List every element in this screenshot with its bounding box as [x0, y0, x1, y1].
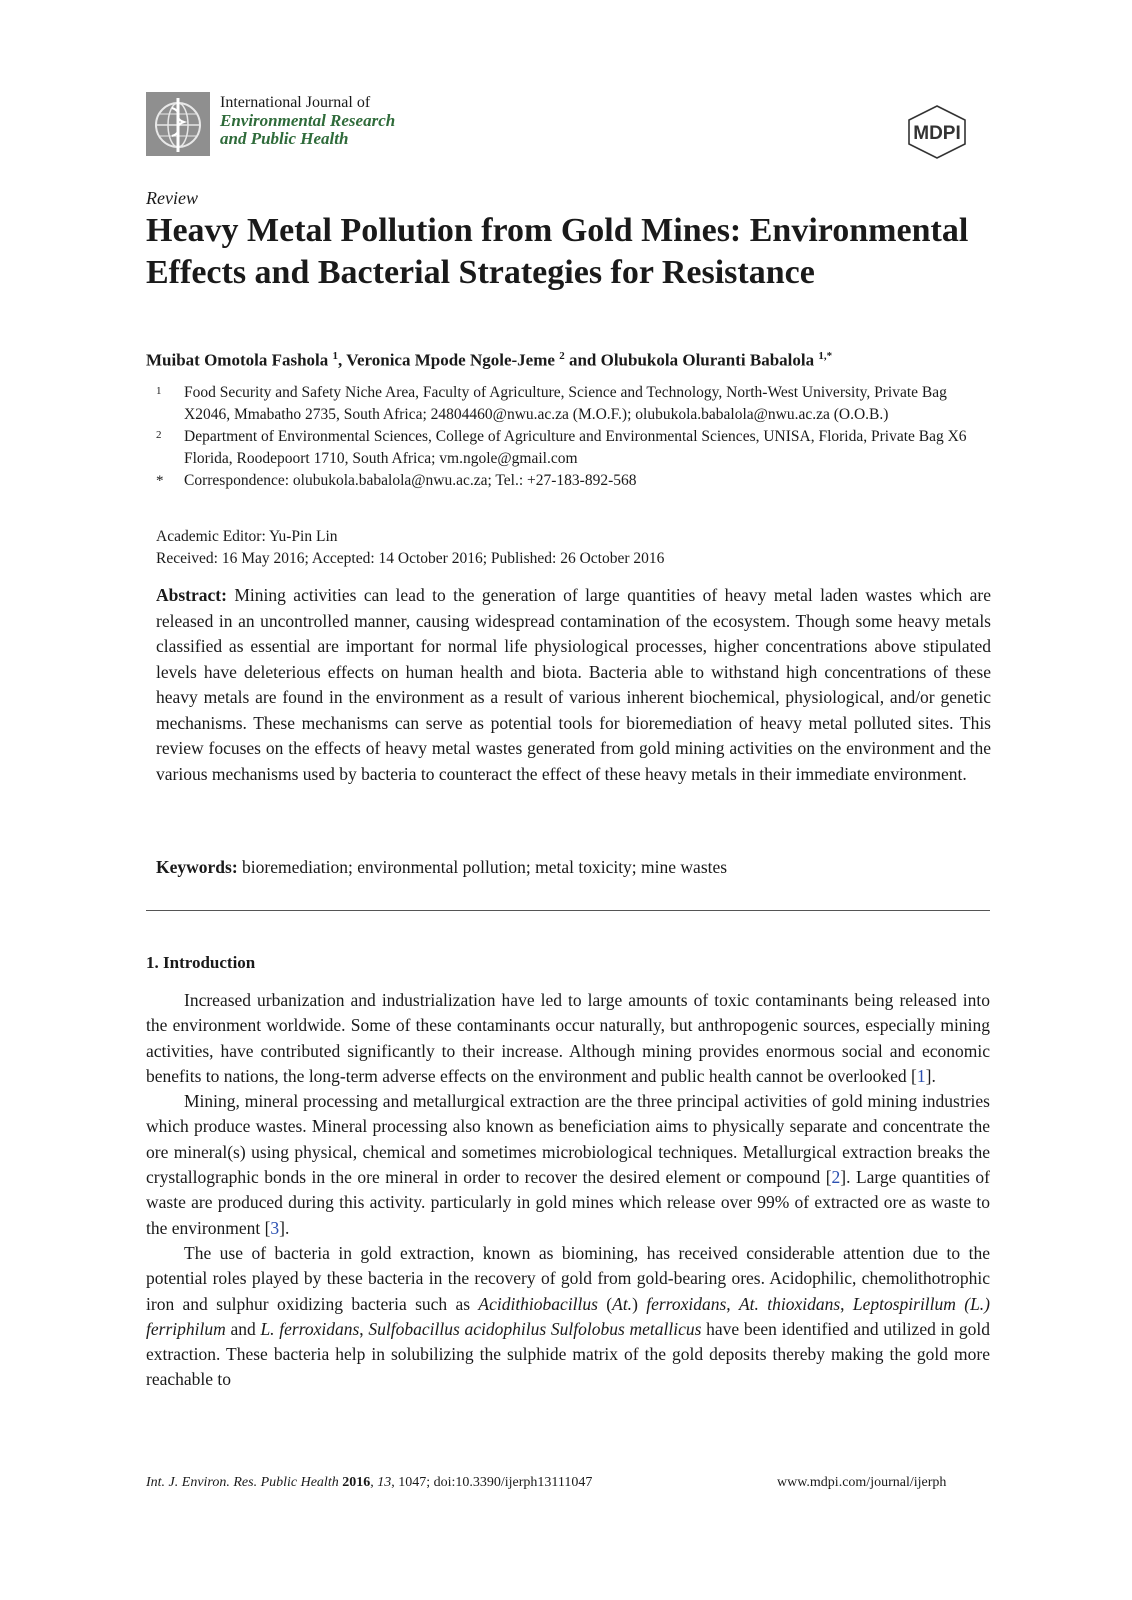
journal-name-line1: International Journal of	[220, 94, 371, 111]
section-heading-introduction: 1. Introduction	[146, 953, 256, 972]
author-affiliation-mark: 1	[332, 350, 339, 362]
author-separator: ,	[338, 350, 347, 370]
paragraph-text: The use of bacteria in gold extraction, known as biomining, has received considerable attention due to the potential roles played by these bacteria in the recovery of gold from gold-bearing ores. Acidophilic, chemolithotrophic iron and sulphur oxidizing bacteria such as	[146, 1242, 990, 1314]
species-name: Sulfobacillus acidophilus Sulfolobus metallicus	[368, 1318, 702, 1339]
section-divider	[146, 910, 990, 911]
footer-year: 2016	[342, 1475, 371, 1490]
affiliation-item	[156, 426, 991, 470]
author-affiliation-mark: 1,*	[818, 350, 833, 362]
paragraph-text: ,	[359, 1318, 369, 1339]
citation-link[interactable]: 3	[270, 1217, 280, 1238]
species-name: Acidithiobacillus	[478, 1293, 598, 1314]
footer-journal-abbrev: Int. J. Environ. Res. Public Health	[146, 1475, 339, 1490]
article-type: Review	[146, 188, 198, 208]
paragraph-text: Mining, mineral processing and metallurgical extraction are the three principal activities of gold mining industries which produce wastes. Mineral processing also known as beneficiation aims to physically separate and concentrate the ore mineral(s) using physical, chemical and sometimes microbiological techniques. Metallurgical extraction breaks the crystallographic bonds in the ore mineral in order to recover the desired element or compound [	[146, 1091, 990, 1188]
paragraph-text: ].	[279, 1217, 290, 1238]
paragraph-text: ,	[726, 1293, 739, 1314]
citation-link[interactable]: 2	[831, 1167, 841, 1188]
species-name: Leptospirillum (L.) ferriphilum	[146, 1293, 991, 1339]
publication-dates: Received: 16 May 2016; Accepted: 14 October 2016; Published: 26 October 2016	[156, 550, 665, 567]
paragraph-text: ].	[925, 1065, 936, 1086]
species-name: ferroxidans	[646, 1293, 727, 1314]
paragraph-text: ,	[840, 1293, 853, 1314]
footer-journal-url[interactable]: www.mdpi.com/journal/ijerph	[777, 1475, 947, 1490]
paragraph-text: )	[632, 1293, 647, 1314]
author-name: Muibat Omotola Fashola	[146, 350, 329, 370]
author-name: Veronica Mpode Ngole-Jeme	[346, 350, 555, 370]
abstract	[156, 583, 991, 787]
editor-and-dates	[156, 526, 664, 570]
affiliation-text: Department of Environmental Sciences, College of Agriculture and Environmental Sciences, UNISA, Florida, Private Bag X6 Florida, Roodepoort 1710, South Africa; vm.ngole@gmail.com	[184, 428, 967, 467]
correspondence-item	[156, 470, 991, 492]
author-name: Olubukola Oluranti Babalola	[600, 350, 815, 370]
keywords-text: bioremediation; environmental pollution; metal toxicity; mine wastes	[242, 857, 728, 877]
abstract-text: Mining activities can lead to the generation of large quantities of heavy metal laden wastes which are released in an uncontrolled manner, causing widespread contamination of the ecosystem. Though some heavy metals classified as essential are important for normal life physiological processes, higher concentrations above stipulated levels have deleterious effects on human health and biota. Bacteria able to withstand high concentrations of these heavy metals are found in the environment as a result of various inherent biochemical, physiological, and/or genetic mechanisms. These mechanisms can serve as potential tools for bioremediation of heavy metal polluted sites. This review focuses on the effects of heavy metal wastes generated from gold mining activities on the environment and the various mechanisms used by bacteria to counteract the effect of these heavy metals in their immediate environment.	[156, 585, 991, 784]
footer-volume: 13	[377, 1475, 392, 1490]
abstract-label: Abstract:	[156, 585, 227, 605]
affiliation-text: Food Security and Safety Niche Area, Faculty of Agriculture, Science and Technology, North-West University, Private Bag X2046, Mmabatho 2735, South Africa; 24804460@nwu.ac.za (M.O.F.); olubukola.babalola@nwu.ac.za (O.O.B.)	[184, 384, 947, 423]
paragraph	[146, 1089, 990, 1241]
species-name: L. ferroxidans	[260, 1318, 360, 1339]
journal-logo-icon	[146, 92, 210, 156]
mdpi-logo-icon	[905, 104, 969, 165]
keywords	[156, 857, 727, 878]
paragraph	[146, 988, 990, 1089]
correspondence-text: Correspondence: olubukola.babalola@nwu.ac.za; Tel.: +27-183-892-568	[184, 472, 637, 489]
paragraph-text: Increased urbanization and industrialization have led to large amounts of toxic contaminants being released into the environment worldwide. Some of these contaminants occur naturally, but anthropogenic sources, especially mining activities, have contributed significantly to their increase. Although mining provides enormous social and economic benefits to nations, the long-term adverse effects on the environment and public health cannot be overlooked [	[146, 990, 990, 1086]
species-name: At. thioxidans	[738, 1293, 841, 1314]
affiliation-mark: 2	[156, 429, 162, 441]
section-body-introduction	[146, 988, 990, 1393]
academic-editor: Academic Editor: Yu-Pin Lin	[156, 528, 338, 545]
paragraph-text: and	[225, 1318, 261, 1339]
affiliation-list	[156, 382, 991, 492]
svg-text:MDPI: MDPI	[913, 123, 961, 144]
citation-link[interactable]: 1	[916, 1065, 926, 1086]
footer-doi: , 1047; doi:10.3390/ijerph13111047	[391, 1475, 593, 1490]
affiliation-item	[156, 382, 991, 426]
paper-title: Heavy Metal Pollution from Gold Mines: Environmental Effects and Bacterial Strategies for Resistance	[146, 212, 969, 291]
author-list	[146, 350, 832, 371]
journal-name-line2: Environmental Research	[220, 111, 396, 130]
paragraph-text: have been identified and utilized in gold extraction. These bacteria help in solubilizing the sulphide matrix of the gold deposits thereby making the gold more reachable to	[146, 1318, 990, 1390]
correspondence-mark: *	[156, 473, 164, 489]
author-affiliation-mark: 2	[559, 350, 565, 362]
affiliation-mark: 1	[156, 385, 162, 397]
journal-name-line3: and Public Health	[220, 129, 349, 148]
species-name: At.	[612, 1293, 633, 1314]
paragraph-text: ]. Large quantities of waste are produced during this activity. particularly in gold mines which release over 99% of extracted ore as waste to the environment [	[146, 1167, 990, 1238]
journal-name	[220, 94, 395, 148]
author-separator: and	[564, 350, 601, 370]
keywords-label: Keywords:	[156, 857, 238, 877]
paragraph	[146, 1241, 990, 1393]
paragraph-text: (	[597, 1293, 613, 1314]
footer-citation: Int. J. Environ. Res. Public Health 2016, 13, 1047; doi:10.3390/ijerph13111047	[146, 1475, 593, 1490]
